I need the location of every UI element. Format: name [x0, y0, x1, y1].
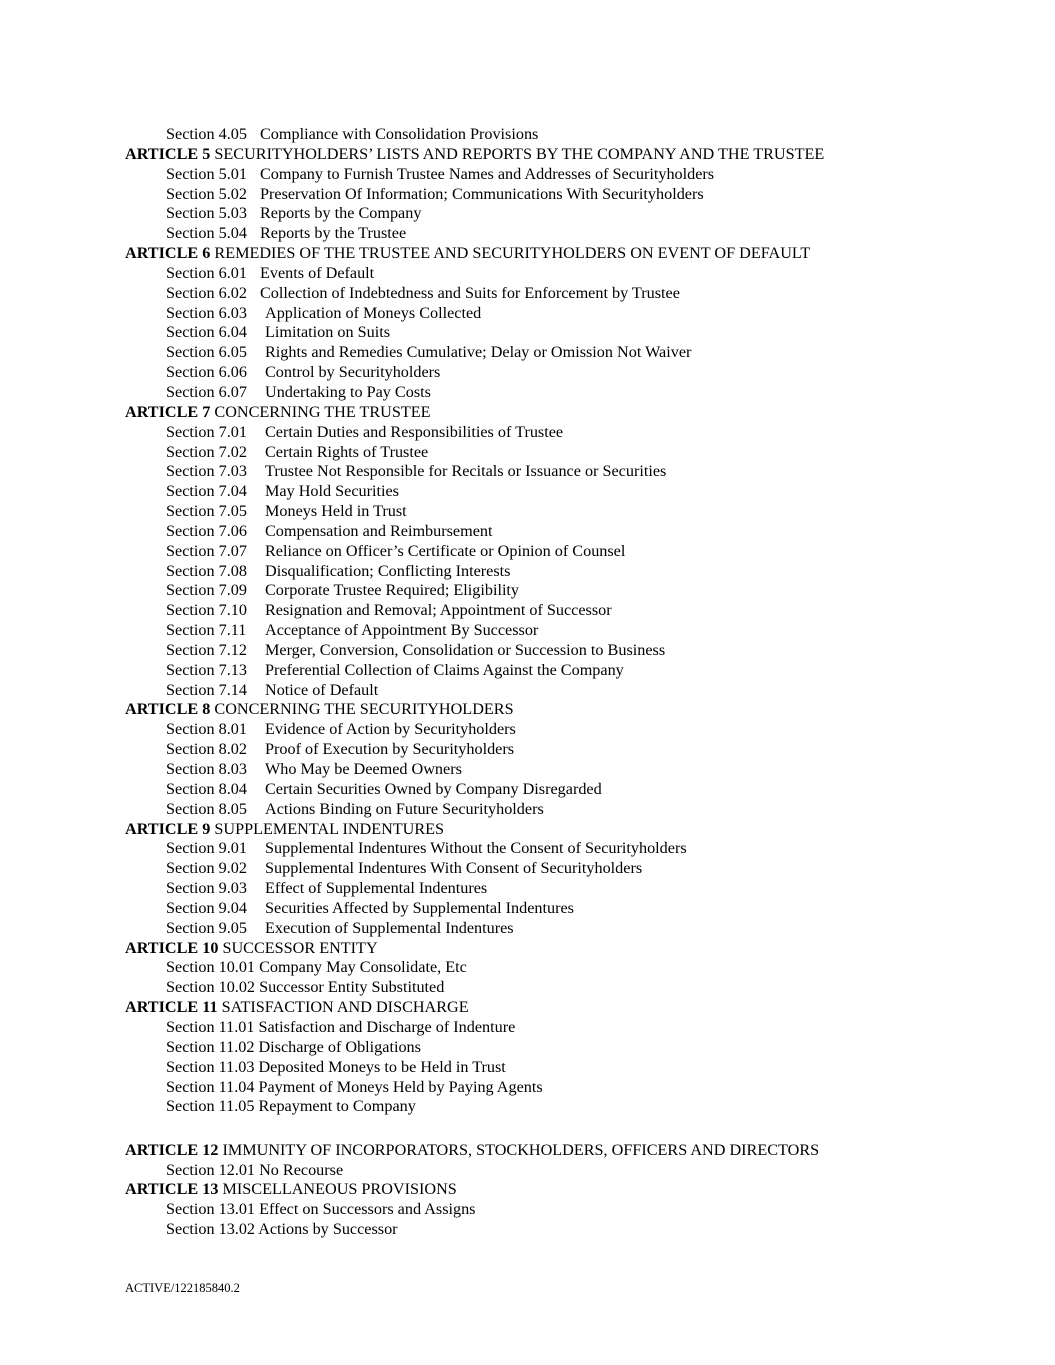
section-number: Section 7.09 [166, 581, 247, 600]
section-title: Discharge of Obligations [258, 1037, 421, 1056]
toc-section-entry [0, 562, 1055, 582]
section-title: Satisfaction and Discharge of Indenture [258, 1017, 516, 1036]
section-number: Section 8.04 [166, 779, 247, 798]
section-title: Execution of Supplemental Indentures [265, 918, 514, 937]
article-title: REMEDIES OF THE TRUSTEE AND SECURITYHOLDERS ON EVENT OF DEFAULT [214, 244, 811, 263]
section-number: Section 6.03 [166, 303, 247, 322]
article-title: SATISFACTION AND DISCHARGE [221, 998, 469, 1017]
section-number: Section 9.03 [166, 879, 247, 898]
toc-section-entry [0, 323, 1055, 343]
section-number: Section 7.03 [166, 462, 247, 481]
section-title: Evidence of Action by Securityholders [265, 720, 516, 739]
section-title: Collection of Indebtedness and Suits for Enforcement by Trustee [260, 283, 680, 302]
toc-section-entry [0, 1038, 1055, 1058]
article-title: SECURITYHOLDERS’ LISTS AND REPORTS BY THE COMPANY AND THE TRUSTEE [214, 144, 825, 163]
toc-section-entry [0, 839, 1055, 859]
section-title: Effect of Supplemental Indentures [265, 879, 488, 898]
section-number: Section 6.02 [166, 283, 247, 302]
section-number: Section 11.05 [166, 1097, 255, 1116]
section-title: Resignation and Removal; Appointment of Successor [265, 601, 612, 620]
toc-section-entry [0, 264, 1055, 284]
section-number: Section 7.11 [166, 621, 247, 640]
section-number: Section 11.04 [166, 1077, 255, 1096]
section-title: Company May Consolidate, Etc [259, 958, 467, 977]
section-number: Section 8.01 [166, 720, 247, 739]
toc-section-entry [0, 304, 1055, 324]
toc-article-heading [0, 1180, 1055, 1200]
section-number: Section 8.05 [166, 799, 247, 818]
article-title: SUCCESSOR ENTITY [222, 938, 378, 957]
section-number: Section 5.02 [166, 184, 247, 203]
toc-article-heading [0, 820, 1055, 840]
toc-section-entry [0, 284, 1055, 304]
section-title: Proof of Execution by Securityholders [265, 740, 515, 759]
section-title: Preferential Collection of Claims Against the Company [265, 660, 624, 679]
article-label: ARTICLE 12 [125, 1140, 219, 1159]
section-title: Events of Default [260, 263, 375, 282]
section-number: Section 7.12 [166, 640, 247, 659]
section-number: Section 8.03 [166, 760, 247, 778]
article-title: CONCERNING THE TRUSTEE [214, 402, 431, 421]
toc-section-entry [0, 1200, 1055, 1220]
section-title: Preservation Of Information; Communications With Securityholders [260, 184, 704, 203]
article-title: CONCERNING THE SECURITYHOLDERS [214, 700, 514, 719]
toc-article-heading [0, 1141, 1055, 1161]
toc-section-entry [0, 601, 1055, 621]
section-title: Acceptance of Appointment By Successor [265, 621, 539, 640]
section-title: Corporate Trustee Required; Eligibility [265, 581, 520, 600]
article-label: ARTICLE 9 [125, 819, 211, 838]
section-number: Section 6.01 [166, 263, 247, 282]
section-number: Section 13.01 [166, 1200, 256, 1219]
toc-section-entry [0, 1058, 1055, 1078]
section-number: Section 5.03 [166, 204, 247, 223]
section-number: Section 6.07 [166, 382, 247, 401]
toc-section-entry [0, 462, 1055, 482]
section-number: Section 13.02 [166, 1220, 256, 1239]
section-number: Section 4.05 [166, 125, 247, 143]
section-number: Section 7.08 [166, 561, 247, 580]
section-number: Section 7.13 [166, 660, 247, 679]
section-number: Section 8.02 [166, 740, 247, 759]
table-of-contents [0, 125, 1055, 1240]
section-number: Section 7.05 [166, 502, 247, 521]
toc-section-entry [0, 423, 1055, 443]
toc-section-entry [0, 720, 1055, 740]
toc-spacer [0, 1117, 1055, 1141]
section-title: Effect on Successors and Assigns [259, 1200, 476, 1219]
toc-section-entry [0, 740, 1055, 760]
section-number: Section 9.01 [166, 839, 247, 858]
section-number: Section 9.04 [166, 898, 247, 917]
toc-section-entry [0, 879, 1055, 899]
toc-section-entry [0, 443, 1055, 463]
toc-article-heading [0, 244, 1055, 264]
section-title: Trustee Not Responsible for Recitals or Issuance or Securities [265, 462, 667, 481]
toc-section-entry [0, 125, 1055, 145]
toc-section-entry [0, 482, 1055, 502]
section-number: Section 7.02 [166, 442, 247, 461]
toc-article-heading [0, 998, 1055, 1018]
section-title: Supplemental Indentures With Consent of Securityholders [265, 859, 643, 878]
toc-section-entry [0, 165, 1055, 185]
section-title: Actions by Successor [258, 1220, 398, 1239]
article-label: ARTICLE 11 [125, 998, 218, 1017]
section-title: Moneys Held in Trust [265, 502, 407, 521]
section-title: Certain Duties and Responsibilities of Trustee [265, 422, 564, 441]
toc-section-entry [0, 919, 1055, 939]
section-number: Section 10.01 [166, 958, 256, 977]
section-title: Successor Entity Substituted [259, 978, 445, 997]
section-title: Merger, Conversion, Consolidation or Succession to Business [265, 640, 666, 659]
toc-article-heading [0, 700, 1055, 720]
toc-section-entry [0, 899, 1055, 919]
toc-section-entry [0, 185, 1055, 205]
toc-section-entry [0, 224, 1055, 244]
section-number: Section 7.14 [166, 680, 247, 699]
article-label: ARTICLE 10 [125, 938, 219, 957]
section-number: Section 11.03 [166, 1057, 255, 1076]
section-number: Section 7.10 [166, 601, 247, 620]
section-title: Notice of Default [265, 680, 379, 699]
toc-section-entry [0, 958, 1055, 978]
toc-section-entry [0, 859, 1055, 879]
section-title: Disqualification; Conflicting Interests [265, 561, 511, 580]
section-number: Section 9.02 [166, 859, 247, 878]
section-title: Limitation on Suits [265, 323, 391, 342]
section-title: Certain Securities Owned by Company Disregarded [265, 779, 602, 798]
toc-section-entry [0, 1220, 1055, 1240]
toc-section-entry [0, 581, 1055, 601]
section-title: Undertaking to Pay Costs [265, 382, 431, 401]
section-title: Compensation and Reimbursement [265, 521, 493, 540]
article-title: MISCELLANEOUS PROVISIONS [222, 1180, 457, 1199]
section-number: Section 7.06 [166, 521, 247, 540]
toc-section-entry [0, 343, 1055, 363]
toc-article-heading [0, 403, 1055, 423]
article-label: ARTICLE 6 [125, 244, 211, 263]
section-number: Section 6.05 [166, 343, 247, 362]
toc-article-heading [0, 145, 1055, 165]
section-title: Reports by the Company [260, 204, 422, 223]
section-number: Section 6.04 [166, 323, 247, 342]
toc-section-entry [0, 780, 1055, 800]
document-id-footer: ACTIVE/122185840.2 [125, 1281, 240, 1295]
section-title: Repayment to Company [258, 1097, 416, 1116]
section-title: Deposited Moneys to be Held in Trust [258, 1057, 506, 1076]
toc-section-entry [0, 1161, 1055, 1181]
toc-section-entry [0, 760, 1055, 780]
section-number: Section 9.05 [166, 918, 247, 937]
article-label: ARTICLE 8 [125, 700, 211, 719]
section-number: Section 7.04 [166, 482, 247, 501]
section-title: Control by Securityholders [265, 363, 441, 382]
toc-section-entry [0, 978, 1055, 998]
section-number: Section 5.01 [166, 164, 247, 183]
toc-section-entry [0, 542, 1055, 562]
toc-section-entry [0, 1078, 1055, 1098]
toc-section-entry [0, 661, 1055, 681]
toc-section-entry [0, 1018, 1055, 1038]
toc-section-entry [0, 641, 1055, 661]
section-title: Compliance with Consolidation Provisions [260, 125, 539, 143]
section-title: Certain Rights of Trustee [265, 442, 429, 461]
section-title: Payment of Moneys Held by Paying Agents [258, 1077, 543, 1096]
section-number: Section 7.01 [166, 422, 247, 441]
article-label: ARTICLE 7 [125, 402, 211, 421]
section-title: Reliance on Officer’s Certificate or Opinion of Counsel [265, 541, 626, 560]
article-label: ARTICLE 5 [125, 144, 211, 163]
toc-section-entry [0, 502, 1055, 522]
section-number: Section 12.01 [166, 1160, 256, 1179]
section-title: Supplemental Indentures Without the Consent of Securityholders [265, 839, 687, 858]
section-number: Section 6.06 [166, 363, 247, 382]
toc-section-entry [0, 383, 1055, 403]
toc-section-entry [0, 1097, 1055, 1117]
article-title: IMMUNITY OF INCORPORATORS, STOCKHOLDERS, OFFICERS AND DIRECTORS [222, 1140, 820, 1159]
section-title: May Hold Securities [265, 482, 399, 501]
section-title: Reports by the Trustee [260, 224, 407, 243]
toc-section-entry [0, 681, 1055, 701]
section-title: Who May be Deemed Owners [265, 760, 462, 778]
section-number: Section 11.02 [166, 1037, 255, 1056]
section-number: Section 7.07 [166, 541, 247, 560]
section-title: Application of Moneys Collected [265, 303, 482, 322]
section-title: Company to Furnish Trustee Names and Addresses of Securityholders [260, 164, 715, 183]
toc-section-entry [0, 204, 1055, 224]
toc-section-entry [0, 363, 1055, 383]
section-title: No Recourse [259, 1160, 344, 1179]
toc-section-entry [0, 800, 1055, 820]
section-title: Rights and Remedies Cumulative; Delay or Omission Not Waiver [265, 343, 692, 362]
section-number: Section 10.02 [166, 978, 256, 997]
section-number: Section 5.04 [166, 224, 247, 243]
section-number: Section 11.01 [166, 1017, 255, 1036]
toc-section-entry [0, 621, 1055, 641]
article-title: SUPPLEMENTAL INDENTURES [214, 819, 445, 838]
article-label: ARTICLE 13 [125, 1180, 219, 1199]
section-title: Securities Affected by Supplemental Indentures [265, 898, 574, 917]
toc-section-entry [0, 522, 1055, 542]
toc-article-heading [0, 939, 1055, 959]
section-title: Actions Binding on Future Securityholders [265, 799, 544, 818]
